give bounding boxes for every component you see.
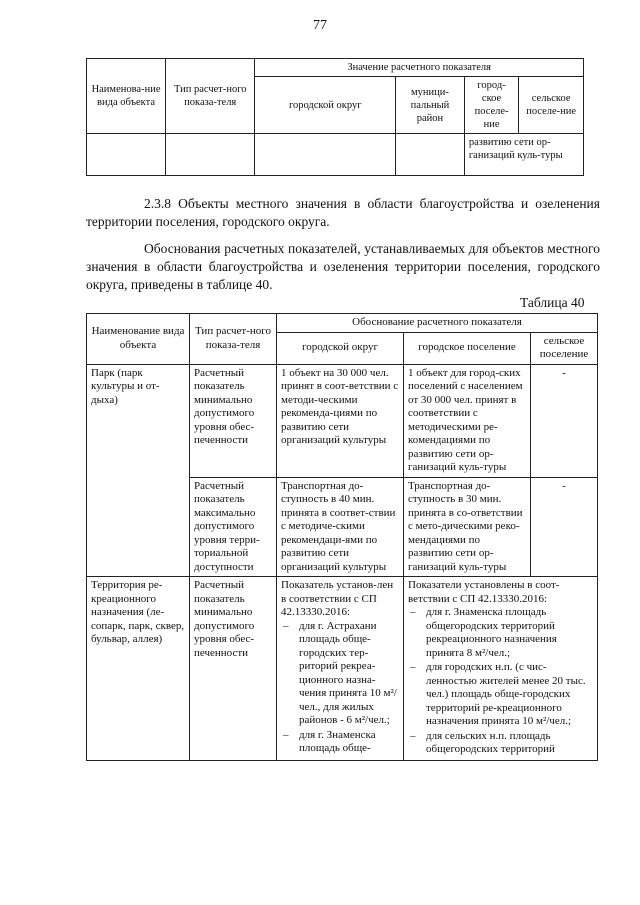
header-rural-settlement: сельское поселение: [531, 332, 598, 364]
header-rural-settlement: сельское поселе-ние: [519, 77, 584, 134]
header-urban-settlement: городское поселение: [404, 332, 531, 364]
row1-type: Расчетный показатель минимально допустимого уровня обес-печенности: [190, 364, 277, 477]
row3-urban-item: – для сельских н.п. площадь общегородских территорий: [408, 730, 593, 757]
header-municipal-district: муници-пальный район: [396, 77, 465, 134]
row3-city-intro: Показатель установ-лен в соответствии с СП 42.13330.2016:: [281, 579, 394, 618]
section-heading: 2.3.8 Объекты местного значения в области благоустройства и озеленения территории поселения, городского округа.: [86, 196, 600, 229]
row1-urban: 1 объект для город-ских поселений с населением от 30 000 чел. принят в соответствии с методическими ре-комендациями по развитию сети ор-ганизаций куль-туры: [404, 364, 531, 477]
row3-urban-item: – для г. Знаменска площадь общегородских территорий рекреационного назначения принята 8 м²/чел.;: [408, 606, 593, 660]
row1-city: 1 объект на 30 000 чел. принят в соот-ветствии с методи-ческими рекоменда-циями по развитию сети организаций культуры: [277, 364, 404, 477]
cont-cell-empty: [166, 134, 255, 176]
cont-cell-text: развитию сети ор-ганизаций куль-туры: [464, 134, 583, 176]
cont-cell-empty: [396, 134, 465, 176]
row2-urban: Транспортная до-ступность в 30 мин. принята в со-ответствии с мето-дическими реко-мендациями по развитию сети ор-ганизаций куль-туры: [404, 477, 531, 577]
continued-table: [86, 58, 584, 176]
header-object-name: Наименова-ние вида объекта: [87, 59, 166, 134]
row2-city: Транспортная до-ступность в 40 мин. принята в соответ-ствии с методиче-скими рекомендаци-ями по развитию сети организаций культуры: [277, 477, 404, 577]
header-justification: Обоснование расчетного показателя: [277, 314, 598, 333]
header-city-district: городской округ: [277, 332, 404, 364]
row3-urban-item: – для городских н.п. (с чис-ленностью жителей менее 20 тыс. чел.) площадь обще-городских территорий ре-креационного назначения принята 10 м²/чел.;: [408, 661, 593, 729]
cont-cell-empty: [87, 134, 166, 176]
table-row: [87, 577, 598, 761]
row2-rural: -: [531, 477, 598, 577]
header-object-name: Наименование вида объекта: [87, 314, 190, 365]
row2-type: Расчетный показатель максимально допустимого уровня терри-ториальной доступности: [190, 477, 277, 577]
page-number: 77: [313, 18, 327, 33]
intro-paragraph: Обоснования расчетных показателей, устанавливаемых для объектов местного значения в области благоустройства и озеленения территории поселения, городского округа, приведены в таблице 40.: [86, 241, 600, 292]
row1-rural: -: [531, 364, 598, 477]
header-city-district: городской округ: [255, 77, 396, 134]
row3-city-item: – для г. Знаменска площадь обще-: [281, 729, 399, 756]
row3-city-item: – для г. Астрахани площадь обще-городских тер-риторий рекреа-ционного назна-чения принята 10 м²/чел., для жилых районов - 6 м²/чел.;: [281, 620, 399, 728]
cont-cell-empty: [255, 134, 396, 176]
row1-name: Парк (парк культуры и от-дыха): [87, 364, 190, 577]
row3-city: [277, 577, 404, 761]
row3-type: Расчетный показатель минимально допустимого уровня обес-печенности: [190, 577, 277, 761]
row3-name: Территория ре-креационного назначения (ле-сопарк, парк, сквер, бульвар, аллея): [87, 577, 190, 761]
table-row: [87, 364, 598, 477]
header-urban-settlement: город-ское поселе-ние: [464, 77, 518, 134]
header-indicator-type: Тип расчет-ного показа-теля: [190, 314, 277, 365]
header-indicator-type: Тип расчет-ного показа-теля: [166, 59, 255, 134]
row3-urban: [404, 577, 598, 761]
header-value-group: Значение расчетного показателя: [255, 59, 584, 77]
table-caption: Таблица 40: [520, 295, 585, 310]
table-40: [86, 313, 598, 761]
row3-urban-intro: Показатели установлены в соот-ветствии с СП 42.13330.2016:: [408, 579, 560, 605]
